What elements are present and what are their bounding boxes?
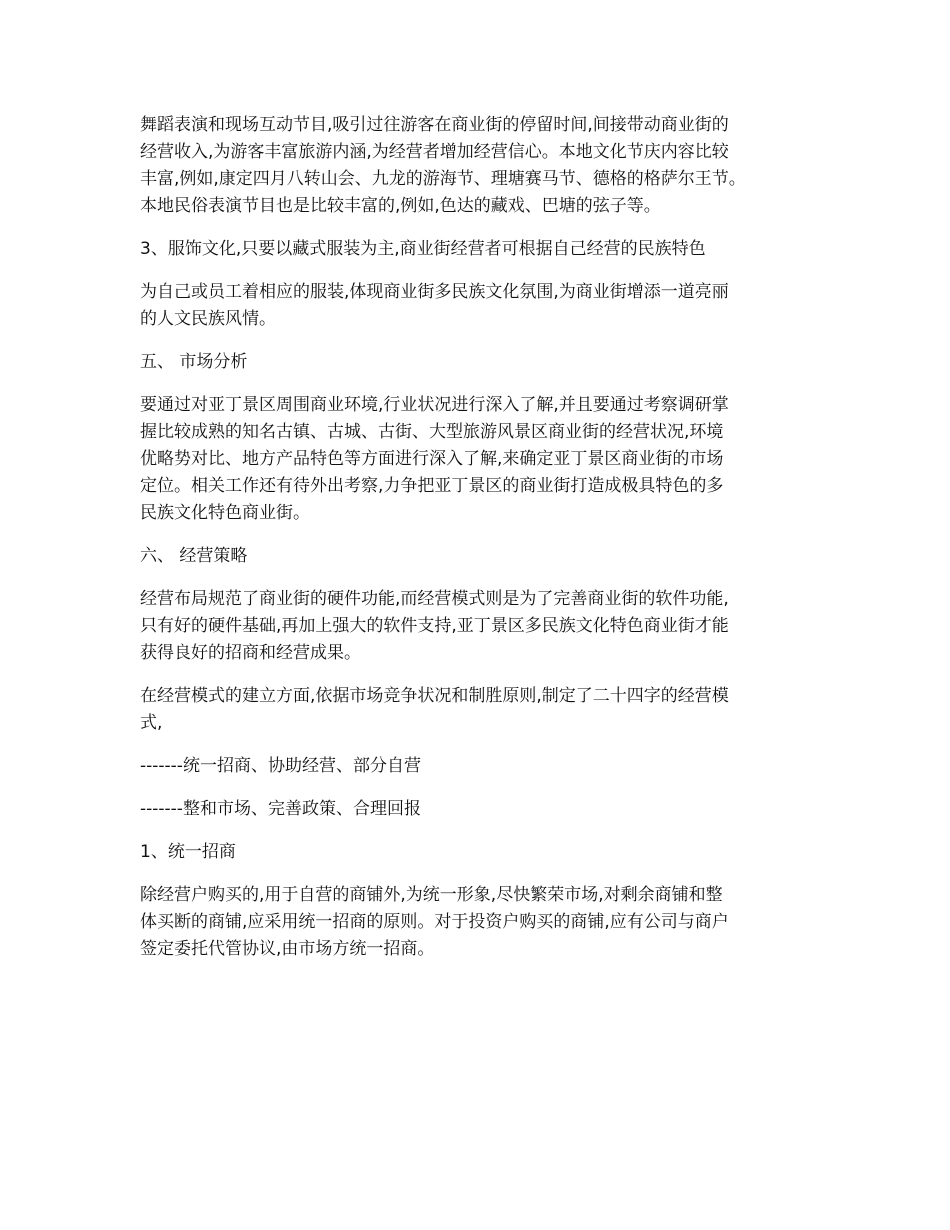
text-line: 经营收入,为游客丰富旅游内涵,为经营者增加经营信心。本地文化节庆内容比较 — [140, 142, 729, 162]
text-line: 本地民俗表演节目也是比较丰富的,例如,色达的藏戏、巴塘的弦子等。 — [140, 196, 661, 216]
text-line: 只有好的硬件基础,再加上强大的软件支持,亚丁景区多民族文化特色商业街才能 — [140, 616, 729, 636]
text-line: 民族文化特色商业街。 — [140, 503, 310, 523]
text-line: 定位。相关工作还有待外出考察,力争把亚丁景区的商业街打造成极具特色的多 — [140, 476, 724, 496]
text-line: 为自己或员工着相应的服装,体现商业街多民族文化氛围,为商业街增添一道亮丽 — [140, 282, 729, 302]
text-line: 优略势对比、地方产品特色等方面进行深入了解,来确定亚丁景区商业街的市场 — [140, 449, 724, 469]
text-line: -------统一招商、协助经营、部分自营 — [140, 756, 421, 776]
text-line: -------整和市场、完善政策、合理回报 — [140, 799, 421, 819]
text-line: 舞蹈表演和现场互动节目,吸引过往游客在商业街的停留时间,间接带动商业街的 — [140, 115, 729, 135]
text-line: 要通过对亚丁景区周围商业环境,行业状况进行深入了解,并且要通过考察调研掌 — [140, 395, 729, 415]
model-item-unified-investment — [140, 753, 820, 780]
section-heading-business-strategy: 六、 经营策略 — [140, 546, 248, 566]
section-heading-market-analysis: 五、 市场分析 — [140, 352, 248, 372]
text-line: 3、服饰文化,只要以藏式服装为主,商业街经营者可根据自己经营的民族特色 — [140, 239, 706, 259]
model-item-market-integration — [140, 796, 820, 823]
text-line: 的人文民族风情。 — [140, 309, 276, 329]
text-line: 除经营户购买的,用于自营的商铺外,为统一形象,尽快繁荣市场,对剩余商铺和整 — [140, 885, 723, 905]
paragraph-market-analysis — [140, 392, 820, 527]
paragraph-business-layout — [140, 586, 820, 667]
paragraph-clothing-culture — [140, 236, 820, 263]
text-line: 握比较成熟的知名古镇、古城、古街、大型旅游风景区商业街的经营状况,环境 — [140, 422, 724, 442]
paragraph-festival-performances — [140, 112, 820, 220]
text-line: 体买断的商铺,应采用统一招商的原则。对于投资户购买的商铺,应有公司与商户 — [140, 912, 729, 932]
subheading-unified-investment: 1、统一招商 — [140, 842, 236, 862]
paragraph-clothing-continued — [140, 279, 820, 333]
text-line: 签定委托代管协议,由市场方统一招商。 — [140, 939, 435, 959]
text-line: 获得良好的招商和经营成果。 — [140, 643, 361, 663]
text-line: 式, — [140, 713, 163, 733]
text-line: 在经营模式的建立方面,依据市场竞争状况和制胜原则,制定了二十四字的经营模 — [140, 686, 729, 706]
text-line: 经营布局规范了商业街的硬件功能,而经营模式则是为了完善商业街的软件功能, — [140, 589, 729, 609]
text-line: 丰富,例如,康定四月八转山会、九龙的游海节、理塘赛马节、德格的格萨尔王节。 — [140, 169, 746, 189]
paragraph-unified-investment — [140, 882, 820, 963]
paragraph-business-model — [140, 683, 820, 737]
document-body — [140, 112, 820, 979]
